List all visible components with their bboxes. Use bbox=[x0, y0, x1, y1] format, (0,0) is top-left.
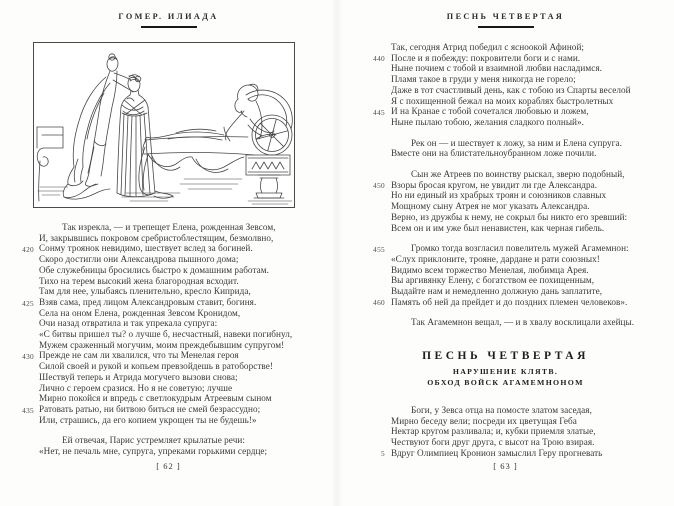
canto-subtitle-line1: НАРУШЕНИЕ КЛЯТВ. bbox=[452, 367, 559, 376]
verse-line bbox=[367, 212, 672, 223]
verse-line bbox=[367, 74, 672, 85]
verse-text: Я с похищенной бежал на моих кораблях быстролетных bbox=[391, 95, 614, 106]
verse-line bbox=[22, 340, 334, 351]
verse-text: Скоро достигли они Александрова пышного дома; bbox=[39, 254, 239, 265]
verse-text: Или, страшись, да его копием укрощен ты не будешь!» bbox=[39, 414, 257, 425]
verse-text: Видимо всем торжество Менелая, любимца Арея. bbox=[391, 264, 589, 275]
engraving-svg bbox=[34, 43, 294, 207]
canto-subtitle-line2: ОБХОД ВОЙСК АГАМЕМНОНОМ bbox=[427, 377, 584, 387]
verse-line bbox=[22, 222, 334, 233]
verse-line bbox=[22, 404, 334, 415]
verse-line bbox=[22, 372, 334, 383]
verse-text: Ныне почием с тобой и взаимной любви насладимся. bbox=[391, 63, 602, 74]
verse-block-right-top bbox=[367, 42, 672, 328]
verse-text: Лично с героем сразися. Но я не советую; лучше bbox=[39, 382, 233, 393]
iliad-illustration bbox=[33, 42, 295, 208]
header-rule-right bbox=[478, 26, 534, 28]
verse-text: Всем он и им уже был ненавистен, как черная гибель. bbox=[391, 222, 605, 233]
verse-line bbox=[22, 350, 334, 361]
page-number-left: [ 62 ] bbox=[156, 461, 181, 471]
canto-title: ПЕСНЬ ЧЕТВЕРТАЯ bbox=[422, 350, 589, 362]
verse-line bbox=[367, 286, 672, 297]
line-number: 460 bbox=[373, 298, 385, 308]
verse-text: Мирно покойся и впредь с светлокудрым Атреевым сыном bbox=[39, 393, 272, 404]
verse-text: «С битвы пришел ты? о лучше б, несчастный, навеки погибнул, bbox=[39, 329, 293, 340]
verse-text: Даже в тот счастливый день, как с тобою из Спарты веселой bbox=[391, 84, 631, 95]
running-head-left: ГОМЕР. ИЛИАДА bbox=[118, 12, 219, 21]
page-gutter bbox=[331, 0, 343, 506]
verse-text: Чествуют боги друг друга, с высот на Трою взирая. bbox=[391, 437, 595, 448]
verse-text: Так изрекла, — и трепещет Елена, рожденная Зевсом, bbox=[62, 222, 276, 232]
verse-text: Силой своей и рукой и копьем превзойдешь в ратоборстве! bbox=[39, 361, 273, 372]
line-number: 445 bbox=[373, 107, 385, 117]
verse-line bbox=[367, 169, 672, 180]
verse-line bbox=[367, 416, 672, 427]
verse-text: Так, сегодня Атрид победил с ясноокой Афиной; bbox=[391, 42, 585, 52]
verse-line bbox=[22, 297, 334, 308]
verse-line bbox=[367, 42, 672, 53]
line-number: 450 bbox=[373, 181, 385, 191]
verse-line bbox=[367, 201, 672, 212]
canto-subtitle bbox=[337, 367, 674, 388]
verse-line bbox=[22, 276, 334, 287]
verse-text: Рек он — и шествует к ложу, за ним и Елена супруга. bbox=[411, 137, 622, 148]
verse-line bbox=[367, 254, 672, 265]
verse-line bbox=[22, 286, 334, 297]
line-number: 430 bbox=[22, 352, 34, 362]
verse-text: Боги, у Зевса отца на помосте златом заседая, bbox=[411, 405, 592, 415]
verse-line bbox=[22, 233, 334, 244]
verse-text: Мирно беседу вели; посреди их цветущая Геба bbox=[391, 415, 577, 426]
verse-line bbox=[367, 317, 672, 328]
verse-line bbox=[22, 243, 334, 254]
verse-text: Ратовать ратью, ни битвою биться не смей безрассудно; bbox=[39, 403, 261, 414]
verse-line bbox=[22, 308, 334, 319]
line-number: 425 bbox=[22, 298, 34, 308]
verse-text: Пламя такое в груди у меня никогда не горело; bbox=[391, 74, 576, 85]
verse-block-left bbox=[22, 222, 334, 457]
verse-line bbox=[22, 435, 334, 446]
verse-line bbox=[367, 405, 672, 416]
verse-line bbox=[367, 223, 672, 234]
line-number: 5 bbox=[381, 449, 385, 459]
verse-line bbox=[367, 426, 672, 437]
verse-line bbox=[367, 53, 672, 64]
running-head-right: ПЕСНЬ ЧЕТВЕРТАЯ bbox=[446, 12, 565, 21]
verse-line bbox=[367, 85, 672, 96]
verse-line bbox=[22, 254, 334, 265]
verse-line bbox=[367, 138, 672, 149]
verse-line bbox=[367, 275, 672, 286]
verse-line bbox=[22, 318, 334, 329]
verse-text: Там для нее, улыбаясь пленительно, кресло Киприда, bbox=[39, 286, 251, 297]
verse-line bbox=[367, 448, 672, 459]
verse-line bbox=[367, 437, 672, 448]
verse-text: Ныне пылаю тобою, желания сладкого полный». bbox=[391, 116, 585, 127]
verse-text: Взяв сама, пред лицом Александровым ставит, богиня. bbox=[39, 296, 257, 307]
verse-line bbox=[22, 383, 334, 394]
verse-line bbox=[22, 361, 334, 372]
page-right bbox=[337, 0, 674, 506]
verse-text: Сонму троянок невидимо, шествует вслед за богиней. bbox=[39, 243, 253, 254]
verse-text: Вдруг Олимпиец Кронион замыслил Геру прогневать bbox=[391, 447, 603, 458]
verse-line bbox=[367, 297, 672, 308]
verse-line bbox=[367, 148, 672, 159]
verse-text: Очи назад отвратила и так упрекала супруга: bbox=[39, 318, 218, 329]
verse-line bbox=[22, 265, 334, 276]
verse-line bbox=[367, 243, 672, 254]
verse-text: Мощному сыну Атрея не мог указать Александра. bbox=[391, 201, 590, 212]
verse-line bbox=[22, 329, 334, 340]
verse-text: Выдайте нам и немедленно должную дань заплатите, bbox=[391, 286, 603, 297]
verse-line bbox=[367, 96, 672, 107]
verse-text: Взоры бросая кругом, не увидит ли где Александра. bbox=[391, 179, 598, 190]
verse-text: Но ни единый из храбрых троян и союзников славных bbox=[391, 190, 607, 201]
verse-text: Вы аргивянку Елену, с богатством ее похищенным, bbox=[391, 275, 595, 286]
verse-line bbox=[367, 265, 672, 276]
verse-text: И, закрывшись покровом сребристоблестящим, безмолвно, bbox=[39, 232, 274, 243]
canto-heading bbox=[337, 350, 674, 388]
verse-text: Мужем сраженный могучим, моим преждебывшим супругом! bbox=[39, 339, 285, 350]
verse-line bbox=[22, 415, 334, 426]
verse-line bbox=[22, 393, 334, 404]
verse-text: Села на оном Елена, рожденная Зевсом Кронидом, bbox=[39, 307, 241, 318]
verse-text: Ей отвечая, Парис устремляет крылатые речи: bbox=[62, 435, 245, 446]
verse-line bbox=[22, 446, 334, 457]
verse-line bbox=[367, 117, 672, 128]
verse-line bbox=[367, 63, 672, 74]
verse-text: Память об ней да прейдет и до поздних племен человеков». bbox=[391, 296, 628, 307]
header-rule-left bbox=[141, 26, 197, 28]
verse-text: Вместе они на блистательноубранном ложе почили. bbox=[391, 148, 597, 159]
verse-text: Шествуй теперь и Атрида могучего вызови снова; bbox=[39, 371, 238, 382]
verse-line bbox=[367, 106, 672, 117]
verse-text: Прежде не сам ли хвалился, что ты Менелая героя bbox=[39, 350, 239, 361]
verse-text: Сын же Атреев по воинству рыскал, зверю подобный, bbox=[411, 169, 625, 180]
verse-text: Тихо на терем высокий жена благородная всходит. bbox=[39, 275, 239, 286]
verse-text: Громко тогда возгласил повелитель мужей Агамемнон: bbox=[411, 243, 629, 254]
verse-text: Верно, из дружбы к нему, не сокрыл бы никто его зревший: bbox=[391, 211, 628, 222]
verse-text: Нектар кругом разливала; и, кубки приемля златые, bbox=[391, 426, 596, 437]
verse-text: «Слух приклоните, трояне, дардане и рати союзных! bbox=[391, 253, 600, 264]
verse-text: Так Агамемнон вещал, — и в хвалу восклицали ахейцы. bbox=[411, 317, 635, 328]
page-number-right: [ 63 ] bbox=[493, 461, 518, 471]
line-number: 455 bbox=[373, 244, 385, 254]
verse-text: Обе служебницы бросились быстро к домашним работам. bbox=[39, 264, 269, 275]
verse-text: И на Кранае с тобой сочетался любовью и ложем, bbox=[391, 106, 589, 117]
verse-block-right-bottom bbox=[367, 405, 672, 459]
line-number: 440 bbox=[373, 54, 385, 64]
verse-line bbox=[367, 180, 672, 191]
verse-line bbox=[367, 190, 672, 201]
line-number: 435 bbox=[22, 405, 34, 415]
line-number: 420 bbox=[22, 245, 34, 254]
verse-text: После и я побежду: покровители боги и с нами. bbox=[391, 52, 581, 63]
verse-text: «Нет, не печаль мне, супруга, упреками горькими сердце; bbox=[39, 446, 268, 457]
